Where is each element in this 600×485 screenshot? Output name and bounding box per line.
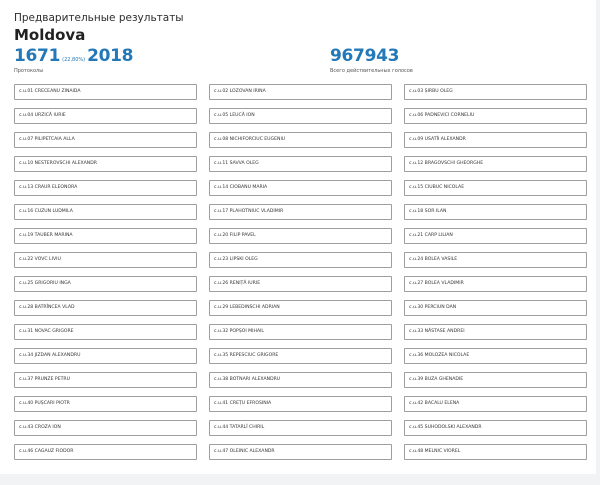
candidate-box[interactable]: c.u.22 VOVC LIVIU — [14, 252, 197, 268]
candidate-box[interactable]: c.u.06 PADNEVICI CORNELIU — [404, 108, 587, 124]
candidate-box[interactable]: c.u.48 MELNIC VIOREL — [404, 444, 587, 460]
candidate-box[interactable]: c.u.10 NESTEROVSCHI ALEXANDR — [14, 156, 197, 172]
protocols-year: 2018 — [87, 46, 134, 66]
candidate-box[interactable]: c.u.05 LEUCĂ ION — [209, 108, 392, 124]
candidate-box[interactable]: c.u.42 BACALU ELENA — [404, 396, 587, 412]
candidate-box[interactable]: c.u.18 SOR ILAN — [404, 204, 587, 220]
total-votes-caption: Всего действительных голосов — [330, 68, 413, 74]
page-subtitle: Предварительные результаты — [14, 12, 184, 24]
candidate-grid — [14, 84, 587, 460]
candidate-box[interactable]: c.u.30 PERCIUN DAN — [404, 300, 587, 316]
candidate-box[interactable]: c.u.34 JIZDAN ALEXANDRU — [14, 348, 197, 364]
candidate-box[interactable]: c.u.13 CRAUR ELEONORA — [14, 180, 197, 196]
candidate-box[interactable]: c.u.01 CRECEANU ZINAIDA — [14, 84, 197, 100]
candidate-box[interactable]: c.u.38 BOTNARI ALEXANDRU — [209, 372, 392, 388]
candidate-box[interactable]: c.u.08 NICHIFORCIUC EUGENIU — [209, 132, 392, 148]
candidate-box[interactable]: c.u.41 CREȚU EFROSINIA — [209, 396, 392, 412]
candidate-box[interactable]: c.u.21 CARP LILIAN — [404, 228, 587, 244]
candidate-box[interactable]: c.u.20 FILIP PAVEL — [209, 228, 392, 244]
candidate-box[interactable]: c.u.47 OLEINIC ALEXANDR — [209, 444, 392, 460]
candidate-box[interactable]: c.u.16 CUZUN LUDMILA — [14, 204, 197, 220]
candidate-box[interactable]: c.u.04 URZICĂ IURIE — [14, 108, 197, 124]
candidate-box[interactable]: c.u.09 USATÎI ALEXANDR — [404, 132, 587, 148]
candidate-box[interactable]: c.u.19 TAUBER MARINA — [14, 228, 197, 244]
candidate-box[interactable]: c.u.26 RENIȚĂ IURIE — [209, 276, 392, 292]
candidate-box[interactable]: c.u.40 PUȘCARI PIOTR — [14, 396, 197, 412]
candidate-box[interactable]: c.u.25 GRIGORIU INGA — [14, 276, 197, 292]
candidate-box[interactable]: c.u.39 BUZA GHENADIE — [404, 372, 587, 388]
protocols-caption: Протоколы — [14, 68, 44, 74]
candidate-box[interactable]: c.u.12 BRAGOVSCHI GHEORGHE — [404, 156, 587, 172]
candidate-box[interactable]: c.u.02 LOZOVAN IRINA — [209, 84, 392, 100]
candidate-box[interactable]: c.u.44 TATARLÎ CHIRIL — [209, 420, 392, 436]
candidate-box[interactable]: c.u.33 NĂSTASE ANDREI — [404, 324, 587, 340]
candidate-box[interactable]: c.u.45 SUHODOLSKI ALEXANDR — [404, 420, 587, 436]
page-title: Moldova — [14, 26, 86, 44]
candidate-box[interactable]: c.u.43 CROZA ION — [14, 420, 197, 436]
candidate-box[interactable]: c.u.32 POPȘOI MIHAIL — [209, 324, 392, 340]
protocols-stat — [14, 46, 133, 66]
candidate-box[interactable]: c.u.31 NOVAC GRIGORE — [14, 324, 197, 340]
candidate-box[interactable]: c.u.37 PRUNZE PETRU — [14, 372, 197, 388]
candidate-box[interactable]: c.u.28 BATRÎNCEA VLAD — [14, 300, 197, 316]
candidate-box[interactable]: c.u.15 CIUBUC NICOLAE — [404, 180, 587, 196]
candidate-box[interactable]: c.u.35 REPESCIUC GRIGORE — [209, 348, 392, 364]
candidate-box[interactable]: c.u.46 CAGAUZ FIODOR — [14, 444, 197, 460]
candidate-box[interactable]: c.u.07 PILIPETCAIA ALLA — [14, 132, 197, 148]
candidate-box[interactable]: c.u.17 PLAHOTNIUC VLADIMIR — [209, 204, 392, 220]
candidate-box[interactable]: c.u.29 LEBEDINSCHI ADRIAN — [209, 300, 392, 316]
protocols-percent: (22,80%) — [62, 57, 86, 63]
protocols-count: 1671 — [14, 46, 61, 66]
candidate-box[interactable]: c.u.27 BOLEA VLADIMIR — [404, 276, 587, 292]
candidate-box[interactable]: c.u.24 BOLEA VASILE — [404, 252, 587, 268]
candidate-box[interactable]: c.u.14 CIOBANU MARIA — [209, 180, 392, 196]
total-votes-count: 967943 — [330, 46, 400, 66]
candidate-box[interactable]: c.u.36 MOLOZEA NICOLAE — [404, 348, 587, 364]
candidate-box[interactable]: c.u.03 ȘIRBU OLEG — [404, 84, 587, 100]
candidate-box[interactable]: c.u.23 LIPSKI OLEG — [209, 252, 392, 268]
candidate-box[interactable]: c.u.11 SAVVA OLEG — [209, 156, 392, 172]
